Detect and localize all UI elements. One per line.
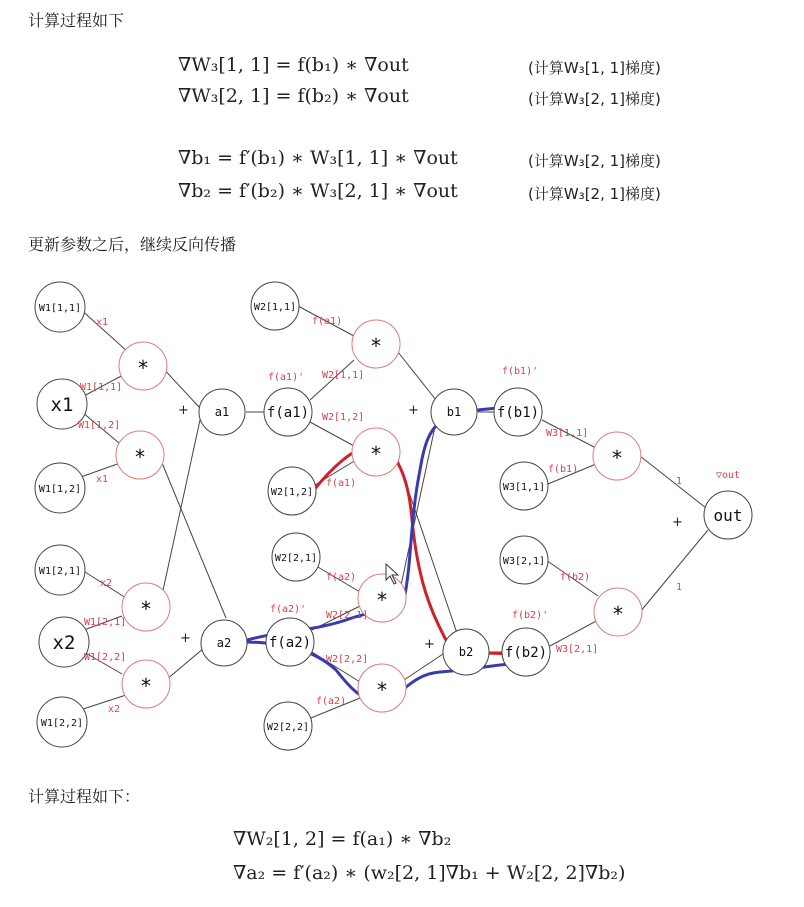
node-mul-3 xyxy=(122,583,170,631)
svg-text:f(a1): f(a1) xyxy=(266,405,310,421)
svg-text:+: + xyxy=(424,637,435,652)
formula-grad-w3-21: ∇W₃[2, 1] = f(b₂) ∗ ∇out xyxy=(178,85,409,107)
svg-text:W3[1,1]: W3[1,1] xyxy=(546,428,589,439)
svg-text:W1[1,2]: W1[1,2] xyxy=(78,420,121,431)
graph-edges xyxy=(74,306,708,720)
formula-grad-b1: ∇b₁ = f′(b₁) ∗ W₃[1, 1] ∗ ∇out xyxy=(178,147,458,169)
node-a2 xyxy=(201,620,247,666)
svg-text:W2[1,1]: W2[1,1] xyxy=(253,302,297,313)
heading-computation: 计算过程如下 xyxy=(28,11,125,30)
svg-text:*: * xyxy=(375,678,389,702)
svg-text:W2[2,1]: W2[2,1] xyxy=(274,553,318,564)
node-mul-1 xyxy=(119,342,167,390)
node-x2 xyxy=(39,617,89,667)
svg-text:*: * xyxy=(611,602,625,626)
svg-text:W1[1,2]: W1[1,2] xyxy=(38,484,82,495)
svg-text:▽out: ▽out xyxy=(716,470,741,481)
svg-text:W2[1,2]: W2[1,2] xyxy=(270,487,314,498)
svg-text:*: * xyxy=(375,588,389,612)
node-mul-8 xyxy=(358,664,406,712)
svg-text:*: * xyxy=(139,597,153,621)
svg-text:W1[1,1]: W1[1,1] xyxy=(80,382,123,393)
svg-text:W3[1,1]: W3[1,1] xyxy=(502,482,546,493)
heading-backprop-continue: 更新参数之后，继续反向传播 xyxy=(28,235,237,254)
svg-text:f(b2): f(b2) xyxy=(560,572,591,583)
svg-text:a2: a2 xyxy=(216,636,232,650)
node-b2 xyxy=(443,629,489,675)
svg-text:f(b1): f(b1) xyxy=(548,464,579,475)
svg-text:x1: x1 xyxy=(96,474,109,485)
svg-text:f(a2): f(a2) xyxy=(326,572,357,583)
svg-text:f(b2): f(b2) xyxy=(504,645,548,661)
svg-text:+: + xyxy=(180,631,191,646)
svg-text:x2: x2 xyxy=(108,704,121,715)
node-f-a1 xyxy=(264,388,312,436)
svg-text:f(b2)': f(b2)' xyxy=(512,610,549,621)
svg-text:W1[1,1]: W1[1,1] xyxy=(38,303,82,314)
svg-text:f(a1): f(a1) xyxy=(312,316,343,327)
svg-text:b2: b2 xyxy=(458,645,474,659)
node-f-a2 xyxy=(266,618,314,666)
heading-computation-2: 计算过程如下： xyxy=(28,787,141,806)
node-mul-5 xyxy=(352,320,400,368)
svg-text:W1[2,2]: W1[2,2] xyxy=(84,652,127,663)
svg-text:f(a2): f(a2) xyxy=(316,696,347,707)
node-mul-10 xyxy=(594,588,642,636)
svg-text:1: 1 xyxy=(676,476,683,487)
svg-text:f(b1): f(b1) xyxy=(496,405,540,421)
node-f-b1 xyxy=(494,388,542,436)
svg-text:W2[2,2]: W2[2,2] xyxy=(326,654,369,665)
svg-text:out: out xyxy=(713,506,743,525)
svg-text:+: + xyxy=(178,403,189,418)
svg-text:f(a1)': f(a1)' xyxy=(268,372,305,383)
node-w2-22 xyxy=(264,702,312,750)
formula-grad-w2-12: ∇W₂[1, 2] = f(a₁) ∗ ∇b₂ xyxy=(233,828,452,850)
svg-text:*: * xyxy=(139,674,153,698)
svg-text:W1[2,1]: W1[2,1] xyxy=(38,566,82,577)
node-w1-21 xyxy=(35,545,85,595)
node-a1 xyxy=(199,389,245,435)
svg-text:1: 1 xyxy=(676,582,683,593)
svg-text:+: + xyxy=(408,403,419,418)
svg-text:W2[1,2]: W2[1,2] xyxy=(322,412,365,423)
node-w2-12 xyxy=(268,467,316,515)
node-w3-21 xyxy=(500,536,548,584)
node-f-b2 xyxy=(502,628,550,676)
svg-text:f(b1)': f(b1)' xyxy=(502,366,539,377)
svg-text:W2[1,1]: W2[1,1] xyxy=(322,370,365,381)
svg-text:x1: x1 xyxy=(96,317,109,328)
node-mul-6 xyxy=(352,428,400,476)
node-w1-12 xyxy=(35,463,85,513)
node-w2-11 xyxy=(251,282,299,330)
svg-text:*: * xyxy=(369,334,383,358)
formula-grad-b2: ∇b₂ = f′(b₂) ∗ W₃[2, 1] ∗ ∇out xyxy=(178,180,458,202)
node-mul-2 xyxy=(116,431,164,479)
svg-text:f(a1): f(a1) xyxy=(326,478,357,489)
svg-text:W2[2,2]: W2[2,2] xyxy=(266,722,310,733)
svg-text:f(a2): f(a2) xyxy=(268,635,312,651)
edge-labels xyxy=(78,316,740,715)
note-grad-b2: (计算W₃[2, 1]梯度) xyxy=(528,185,661,203)
svg-text:x2: x2 xyxy=(100,578,113,589)
note-grad-w3-21: (计算W₃[2, 1]梯度) xyxy=(528,90,661,108)
svg-text:*: * xyxy=(136,356,150,380)
formula-grad-w3-11: ∇W₃[1, 1] = f(b₁) ∗ ∇out xyxy=(178,54,409,76)
svg-text:b1: b1 xyxy=(446,405,462,419)
svg-text:W1[2,1]: W1[2,1] xyxy=(84,617,127,628)
svg-text:f(a2)': f(a2)' xyxy=(270,604,307,615)
svg-text:*: * xyxy=(369,442,383,466)
formula-grad-a2: ∇a₂ = f′(a₂) ∗ (w₂[2, 1]∇b₁ + W₂[2, 2]∇b₂) xyxy=(233,862,626,884)
note-grad-b1: (计算W₃[2, 1]梯度) xyxy=(528,152,661,170)
svg-text:*: * xyxy=(610,446,624,470)
svg-text:*: * xyxy=(133,445,147,469)
node-mul-9 xyxy=(593,432,641,480)
svg-text:W3[2,1]: W3[2,1] xyxy=(502,556,546,567)
node-w3-11 xyxy=(500,462,548,510)
svg-text:W3[2,1]: W3[2,1] xyxy=(556,644,599,655)
svg-text:W2[2,1]: W2[2,1] xyxy=(326,610,369,621)
node-mul-4 xyxy=(122,660,170,708)
node-w2-21 xyxy=(272,533,320,581)
svg-text:a1: a1 xyxy=(214,405,230,419)
note-grad-w3-11: (计算W₃[1, 1]梯度) xyxy=(528,59,661,77)
node-out xyxy=(704,491,752,539)
svg-text:+: + xyxy=(672,515,683,530)
svg-text:x2: x2 xyxy=(52,632,76,654)
node-b1 xyxy=(431,389,477,435)
svg-text:x1: x1 xyxy=(50,394,74,416)
svg-text:W1[2,2]: W1[2,2] xyxy=(40,718,84,729)
node-w1-22 xyxy=(37,697,87,747)
node-w1-11 xyxy=(35,282,85,332)
